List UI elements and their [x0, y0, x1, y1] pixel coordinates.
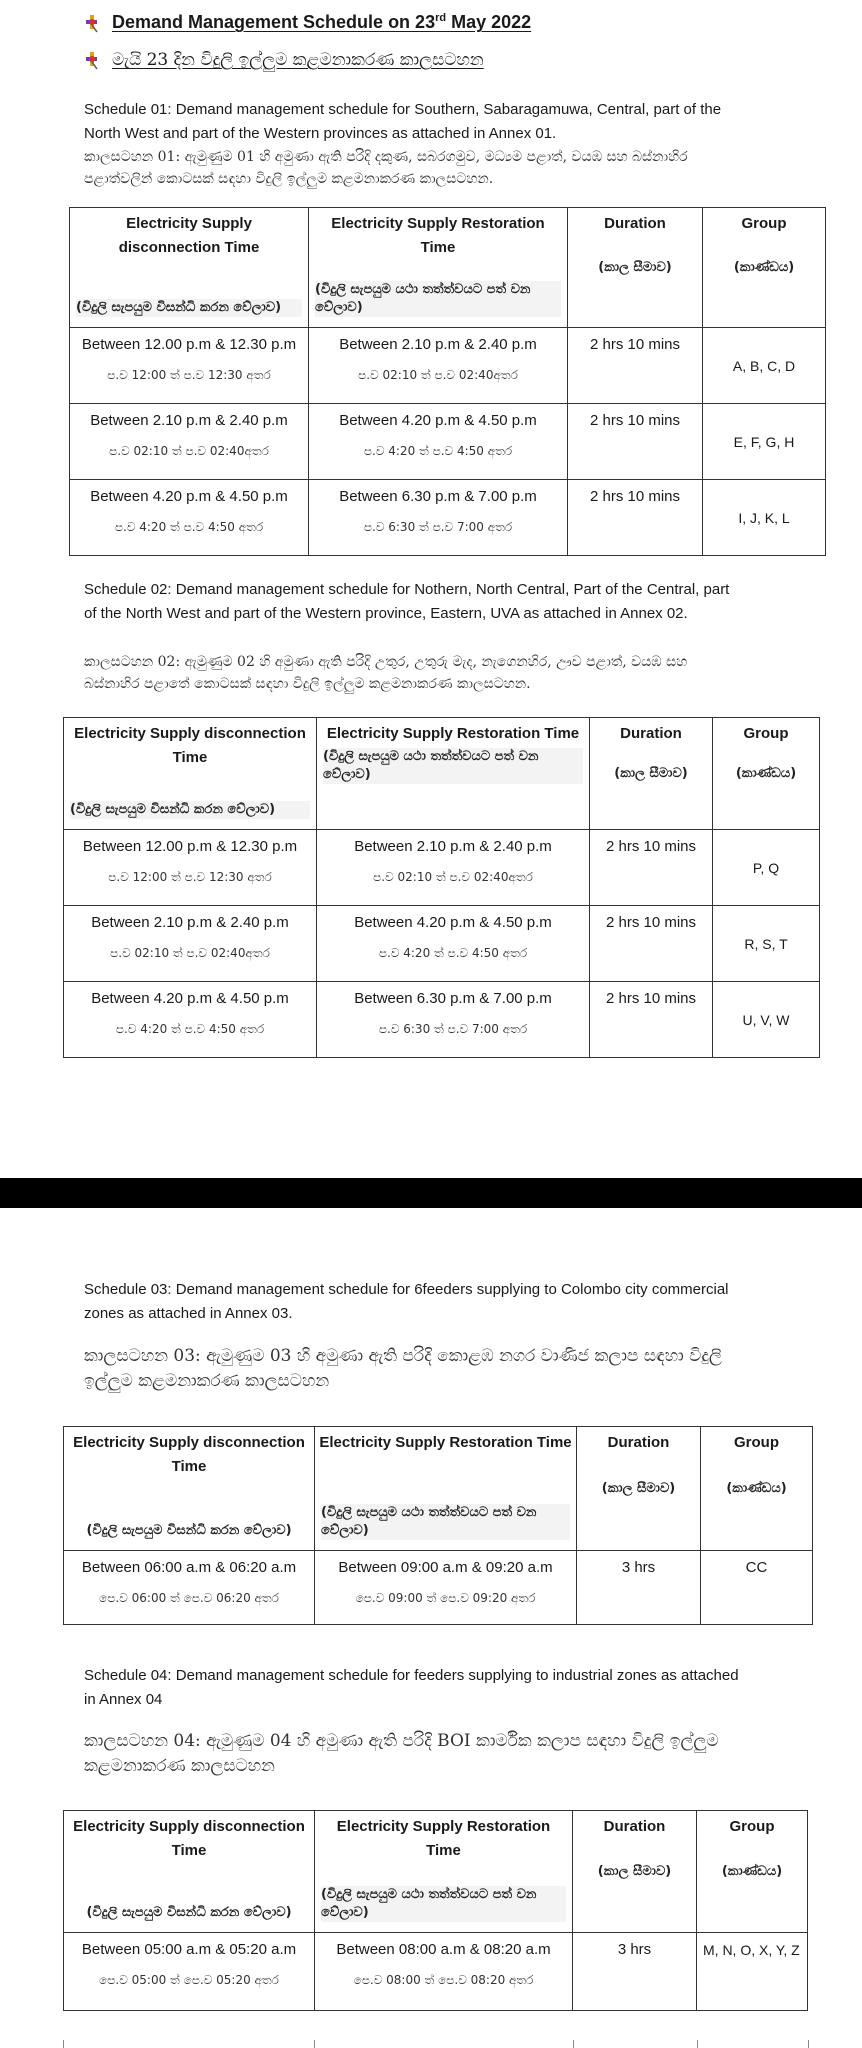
- table-row: Between 2.10 p.m & 2.40 p.m ප.ව 02:10 ත් ප.ව 02:40අතර Between 4.20 p.m & 4.50 p.m ප.ව 4:20 ත් ප.ව 4:50 අතර 2 hrs 10 mins E, F, G, H: [70, 404, 826, 480]
- header-group: Group (කාණ්ඩය): [703, 208, 826, 328]
- header-duration: Duration (කාල සීමාව): [590, 718, 713, 830]
- schedule-3-table: [63, 1426, 813, 1625]
- page-title: [84, 12, 531, 33]
- header-duration: Duration (කාල සීමාව): [568, 208, 703, 328]
- table-row: Between 06:00 a.m & 06:20 a.m පෙ.ව 06:00 ත් පෙ.ව 06:20 අතර Between 09:00 a.m & 09:20 a.m පෙ.ව 09:00 ත් පෙ.ව 09:20 අතර 3 hrs CC: [64, 1551, 813, 1625]
- page-divider: [0, 1178, 862, 1208]
- header-restoration: Electricity Supply Restoration Time (විදුලි සැපයුම යථා තත්ත්වයට පත් වන වේලාව): [317, 718, 590, 830]
- table-row: Between 12.00 p.m & 12.30 p.m ප.ව 12:00 ත් ප.ව 12:30 අතර Between 2.10 p.m & 2.40 p.m ප.ව 02:10 ත් ප.ව 02:40අතර 2 hrs 10 mins A, B, C, D: [70, 328, 826, 404]
- table-row: Between 2.10 p.m & 2.40 p.m ප.ව 02:10 ත් ප.ව 02:40අතර Between 4.20 p.m & 4.50 p.m ප.ව 4:20 ත් ප.ව 4:50 අතර 2 hrs 10 mins R, S, T: [64, 906, 820, 982]
- table-row: Between 05:00 a.m & 05:20 a.m පෙ.ව 05:00 ත් පෙ.ව 05:20 අතර Between 08:00 a.m & 08:20 a.m පෙ.ව 08:00 ත් පෙ.ව 08:20 අතර 3 hrs M, N, O, X, Y, Z: [64, 1933, 808, 2011]
- table-edge-line: [697, 2040, 698, 2048]
- header-restoration: Electricity Supply Restoration Time (විදුලි සැපයුම යථා තත්ත්වයට පත් වන වේලාව): [315, 1811, 573, 1933]
- title-english-end: May 2022: [446, 12, 532, 32]
- table-header-row: [64, 1811, 808, 1933]
- schedule-4-table: [63, 1810, 808, 2011]
- title-superscript: rd: [435, 12, 447, 24]
- header-group: Group (කාණ්ඩය): [701, 1427, 813, 1551]
- schedule-1-description-sinhala: කාලසටහන 01: ඇමුණුම 01 හි අමුණා ඇති පරිදි දකුණ, සබරගමුව, මධ්‍යම පළාත්, වයඹ සහ බස්නාහිර පළාත්වලින් කොටසක් සඳහා විදුලි ඉල්ලුම කළමනාකරණ කාලසටහන.: [84, 149, 688, 187]
- schedule-1-table: [69, 207, 826, 556]
- table-edge-line: [314, 2040, 315, 2048]
- pushpin-icon: [84, 13, 104, 33]
- table-header-row: [64, 718, 820, 830]
- schedule-3-description-sinhala: කාලසටහන 03: ඇමුණුම 03 හි අමුණා ඇති පරිදි කොළඹ නගර වාණිජ කලාප සඳහා විදුලි ඉල්ලුම කළමනාකරණ කාලසටහන: [84, 1346, 722, 1391]
- title-english: Demand Management Schedule on 23: [112, 12, 436, 32]
- header-group: Group (කාණ්ඩය): [713, 718, 820, 830]
- table-edge-line: [63, 2040, 64, 2048]
- table-header-row: [70, 208, 826, 328]
- table-edge-line: [808, 2040, 809, 2048]
- table-row: Between 4.20 p.m & 4.50 p.m ප.ව 4:20 ත් ප.ව 4:50 අතර Between 6.30 p.m & 7.00 p.m ප.ව 6:30 ත් ප.ව 7:00 අතර 2 hrs 10 mins I, J, K, L: [70, 480, 826, 556]
- header-disconnection: Electricity Supply disconnection Time (විදුලි සැපයුම විසන්ධි කරන වේලාව): [64, 1427, 315, 1551]
- header-group: Group (කාණ්ඩය): [697, 1811, 808, 1933]
- table-row: Between 4.20 p.m & 4.50 p.m ප.ව 4:20 ත් ප.ව 4:50 අතර Between 6.30 p.m & 7.00 p.m ප.ව 6:30 ත් ප.ව 7:00 අතර 2 hrs 10 mins U, V, W: [64, 982, 820, 1058]
- schedule-2-description: Schedule 02: Demand management schedule for Nothern, North Central, Part of the Central, part of the North West and part of the Western province, Eastern, UVA as attached in Annex 02.: [84, 581, 730, 622]
- header-restoration: Electricity Supply Restoration Time (විදුලි සැපයුම යථා තත්ත්වයට පත් වන වේලාව): [309, 208, 568, 328]
- document-page-2: [0, 1208, 862, 2048]
- header-disconnection: Electricity Supply disconnection Time (විදුලි සැපයුම විසන්ධි කරන වේලාව): [64, 718, 317, 830]
- header-duration: Duration (කාල සීමාව): [577, 1427, 701, 1551]
- schedule-2-table: [63, 717, 820, 1058]
- header-restoration: Electricity Supply Restoration Time (විදුලි සැපයුම යථා තත්ත්වයට පත් වන වේලාව): [315, 1427, 577, 1551]
- schedule-3-description: Schedule 03: Demand management schedule for 6feeders supplying to Colombo city commercial zones as attached in Annex 03.: [84, 1281, 729, 1322]
- header-disconnection: Electricity Supply disconnection Time (විදුලි සැපයුම විසන්ධි කරන වේලාව): [64, 1811, 315, 1933]
- page-title-sinhala: මැයි 23 දින විදුලි ඉල්ලුම කළමනාකරණ කාලසටහන: [84, 50, 484, 70]
- schedule-1-description: Schedule 01: Demand management schedule for Southern, Sabaragamuwa, Central, part of the North West and part of the Western provinces as attached in Annex 01.: [84, 101, 722, 142]
- table-row: Between 12.00 p.m & 12.30 p.m ප.ව 12:00 ත් ප.ව 12:30 අතර Between 2.10 p.m & 2.40 p.m ප.ව 02:10 ත් ප.ව 02:40අතර 2 hrs 10 mins P, Q: [64, 830, 820, 906]
- table-edge-line: [573, 2040, 574, 2048]
- pushpin-icon: [84, 50, 104, 70]
- schedule-2-description-sinhala: කාලසටහන 02: ඇමුණුම 02 හි අමුණා ඇති පරිදි උතුර, උතුරු මැද, නැගෙනහිර, ඌව පළාත්, වයඹ සහ බස්නාහිර පළාතේ කොටසක් සඳහා විදුලි ඉල්ලුම කළමනාකරණ කාලසටහන.: [84, 654, 688, 692]
- schedule-4-description-sinhala: කාලසටහන 04: ඇමුණුම 04 හි අමුණා ඇති පරිදි BOI කාර්මික කලාප සඳහා විදුලි ඉල්ලුම කළමනාකරණ කාලසටහන: [84, 1731, 719, 1776]
- schedule-4-description: Schedule 04: Demand management schedule for feeders supplying to industrial zones as attached in Annex 04: [84, 1667, 739, 1708]
- header-disconnection: Electricity Supply disconnection Time (විදුලි සැපයුම විසන්ධි කරන වේලාව): [70, 208, 309, 328]
- table-header-row: [64, 1427, 813, 1551]
- header-duration: Duration (කාල සීමාව): [573, 1811, 697, 1933]
